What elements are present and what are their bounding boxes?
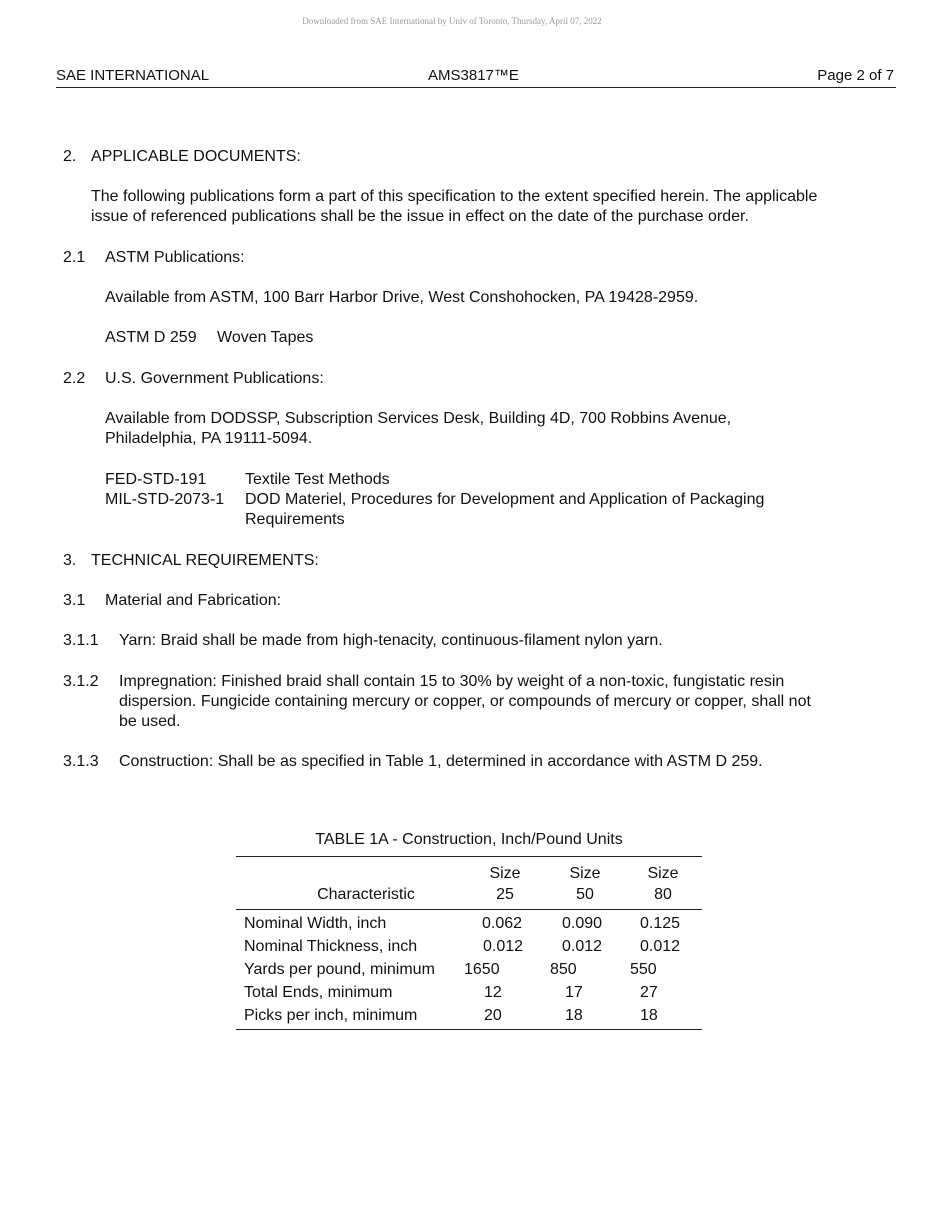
section-2-para-line1: The following publications form a part of this specification to the extent specified herein. The applicable	[91, 188, 818, 205]
size-25-number: 25	[464, 883, 546, 910]
table-row	[236, 958, 702, 981]
section-2-2-title: U.S. Government Publications:	[105, 370, 324, 387]
table-row	[236, 935, 702, 958]
section-3-1-title: Material and Fabrication:	[105, 592, 282, 609]
section-3-1-2-number: 3.1.2	[63, 673, 99, 690]
table-caption: TABLE 1A - Construction, Inch/Pound Units	[315, 831, 623, 848]
header-rule	[56, 87, 896, 88]
section-3-1-2-line1: Impregnation: Finished braid shall contain 15 to 30% by weight of a non-toxic, fungistatic resin	[119, 673, 785, 690]
section-3-1-1-number: 3.1.1	[63, 632, 99, 649]
row-value: 550	[630, 960, 657, 978]
mil-std-2073-id: MIL-STD-2073-1	[105, 491, 225, 508]
section-2-title: APPLICABLE DOCUMENTS:	[91, 148, 301, 165]
section-2-2-availability-line2: Philadelphia, PA 19111-5094.	[105, 430, 313, 447]
size-80-number: 80	[624, 883, 702, 910]
table-row	[236, 910, 702, 936]
section-2-1-availability: Available from ASTM, 100 Barr Harbor Drive, West Conshohocken, PA 19428-2959.	[105, 289, 699, 306]
row-value: 1650	[464, 960, 500, 978]
row-value: 0.012	[562, 937, 603, 955]
table-row	[236, 1004, 702, 1030]
row-value: 12	[484, 983, 502, 1001]
fed-std-191-title: Textile Test Methods	[245, 471, 390, 488]
section-2-para-line2: issue of referenced publications shall be the issue in effect on the date of the purchase order.	[91, 208, 749, 225]
download-notice: Downloaded from SAE International by Univ of Toronto, Thursday, April 07, 2022	[302, 16, 602, 26]
row-label: Total Ends, minimum	[244, 983, 393, 1001]
section-3-1-number: 3.1	[63, 592, 86, 609]
row-value: 850	[550, 960, 577, 978]
section-2-1-title: ASTM Publications:	[105, 249, 245, 266]
section-3-1-1-text: Yarn: Braid shall be made from high-tenacity, continuous-filament nylon yarn.	[119, 632, 663, 649]
row-value: 18	[546, 1004, 624, 1030]
construction-table	[236, 856, 702, 1030]
row-label: Nominal Width, inch	[244, 914, 387, 932]
row-value: 0.012	[640, 937, 681, 955]
table-header-row-2	[236, 883, 702, 910]
table-header-row-1	[236, 857, 702, 884]
characteristic-header: Characteristic	[236, 883, 464, 910]
row-value: 20	[464, 1004, 546, 1030]
astm-d259-id: ASTM D 259	[105, 329, 197, 346]
section-3-1-3-number: 3.1.3	[63, 753, 99, 770]
mil-std-2073-title-line1: DOD Materiel, Procedures for Development and Application of Packaging	[245, 491, 765, 508]
row-value: 0.125	[640, 914, 681, 932]
row-label: Nominal Thickness, inch	[244, 937, 418, 955]
size-50-number: 50	[546, 883, 624, 910]
section-3-1-2-line3: be used.	[119, 713, 181, 730]
row-value: 17	[565, 983, 583, 1001]
row-value: 18	[624, 1004, 702, 1030]
header-page-number: Page 2 of 7	[817, 67, 894, 84]
mil-std-2073-title-line2: Requirements	[245, 511, 345, 528]
row-label: Picks per inch, minimum	[236, 1004, 464, 1030]
size-50-label: Size	[546, 857, 624, 884]
section-2-2-number: 2.2	[63, 370, 86, 387]
row-label: Yards per pound, minimum	[244, 960, 435, 978]
fed-std-191-id: FED-STD-191	[105, 471, 207, 488]
row-value: 0.090	[562, 914, 603, 932]
table-row	[236, 981, 702, 1004]
astm-d259-title: Woven Tapes	[217, 329, 314, 346]
row-value: 0.012	[483, 937, 524, 955]
size-25-label: Size	[464, 857, 546, 884]
section-3-1-2-line2: dispersion. Fungicide containing mercury or copper, or compounds of mercury or copper, shall not	[119, 693, 811, 710]
section-2-number: 2.	[63, 148, 77, 165]
section-3-number: 3.	[63, 552, 77, 569]
header-publisher: SAE INTERNATIONAL	[56, 67, 210, 84]
row-value: 0.062	[482, 914, 523, 932]
section-3-title: TECHNICAL REQUIREMENTS:	[91, 552, 319, 569]
header-doc-number: AMS3817™E	[428, 67, 519, 84]
section-3-1-3-text: Construction: Shall be as specified in Table 1, determined in accordance with ASTM D 259.	[119, 753, 763, 770]
section-2-2-availability-line1: Available from DODSSP, Subscription Services Desk, Building 4D, 700 Robbins Avenue,	[105, 410, 732, 427]
size-80-label: Size	[624, 857, 702, 884]
table-header-spacer	[236, 857, 464, 884]
section-2-1-number: 2.1	[63, 249, 86, 266]
row-value: 27	[640, 983, 658, 1001]
